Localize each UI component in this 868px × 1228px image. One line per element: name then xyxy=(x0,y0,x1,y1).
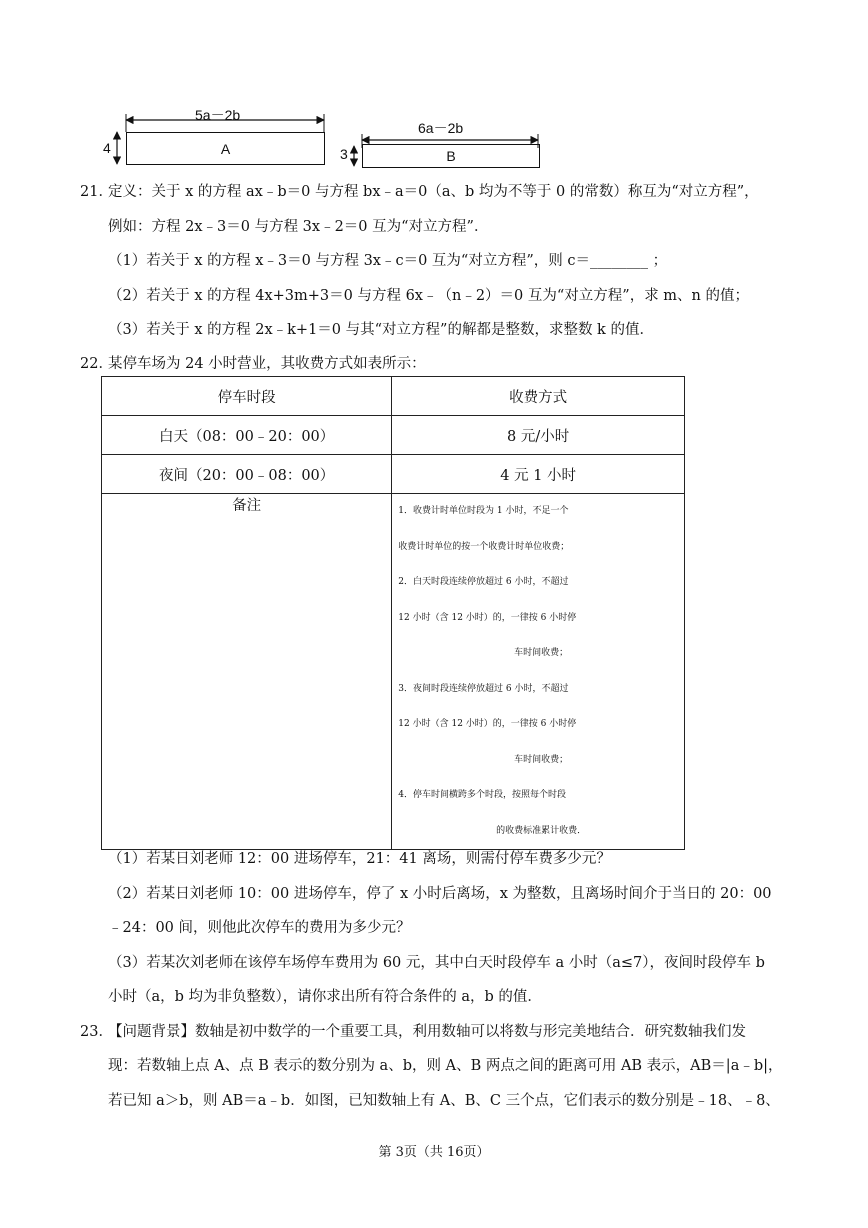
note-line: 12 小时（含 12 小时）的，一律按 6 小时停 xyxy=(398,612,577,623)
note-line: 4．停车时间横跨多个时段，按照每个时段 xyxy=(398,790,567,800)
rect-a-label: A xyxy=(220,140,231,157)
note-line: 12 小时（含 12 小时）的，一律按 6 小时停 xyxy=(398,719,577,729)
q21-number: 21． xyxy=(80,184,113,200)
q23-number: 23． xyxy=(80,1024,113,1040)
note-line: 车时间收费； xyxy=(514,648,569,658)
rect-b xyxy=(362,144,540,168)
table-cell-night-period: 夜间（20：00﹣08：00） xyxy=(102,455,392,494)
note-line: 的收费标准累计收费． xyxy=(496,825,587,836)
table-header-period: 停车时段 xyxy=(102,377,392,416)
rect-b-height-label: 3 xyxy=(340,146,348,162)
table-cell-day-period: 白天（08：00﹣20：00） xyxy=(102,416,392,455)
table-note-label: 备注 xyxy=(102,494,392,850)
table-header-row xyxy=(102,377,685,416)
q21-example: 例如：方程 2x﹣3＝0 与方程 3x﹣2＝0 互为“对立方程”． xyxy=(108,219,489,235)
table-note-row xyxy=(102,494,685,850)
note-line: 车时间收费； xyxy=(514,754,569,765)
q21-intro: 定义：关于 x 的方程 ax﹣b＝0 与方程 bx﹣a＝0（a、b 均为不等于 0 的常数）称互为“对立方程”， xyxy=(108,184,759,200)
note-line: 收费计时单位的按一个收费计时单位收费； xyxy=(398,541,570,552)
rect-a-width-label: 5a－2b xyxy=(195,107,241,123)
table-row xyxy=(102,416,685,455)
q22-part2-line1: （2）若某日刘老师 10：00 进场停车，停了 x 小时后离场，x 为整数，且离场时间介于当日的 20：00 xyxy=(108,886,772,902)
note-line: 1．收费计时单位时段为 1 小时，不足一个 xyxy=(398,506,569,516)
rect-b-width-label: 6a－2b xyxy=(418,120,464,136)
note-line: 3．夜间时段连续停放超过 6 小时，不超过 xyxy=(398,683,569,694)
table-cell-day-fee: 8 元/小时 xyxy=(392,416,685,455)
q22-part3-line1: （3）若某次刘老师在该停车场停车费用为 60 元，其中白天时段停车 a 小时（a≤7），夜间时段停车 b xyxy=(108,955,765,971)
q22-number: 22． xyxy=(80,356,113,372)
q21-part1: （1）若关于 x 的方程 x﹣3＝0 与方程 3x﹣c＝0 互为“对立方程”，则 c＝________ ； xyxy=(108,253,668,269)
q21-part2: （2）若关于 x 的方程 4x+3m+3＝0 与方程 6x﹣（n﹣2）＝0 互为“对立方程”，求 m、n 的值； xyxy=(108,288,750,304)
rect-a-height-label: 4 xyxy=(103,140,111,156)
q22-part3-line2: 小时（a，b 均为非负整数），请你求出所有符合条件的 a，b 的值． xyxy=(108,989,542,1005)
q22-part2-line2: ﹣24：00 间，则他此次停车的费用为多少元？ xyxy=(108,920,411,936)
page-footer: 第 3页（共 16页） xyxy=(378,1145,490,1160)
table-row xyxy=(102,455,685,494)
q23-line1: 【问题背景】数轴是初中数学的一个重要工具，利用数轴可以将数与形完美地结合．研究数轴我们发 xyxy=(108,1024,746,1040)
q22-part1: （1）若某日刘老师 12：00 进场停车，21：41 离场，则需付停车费多少元？ xyxy=(108,851,611,867)
q23-line3: 若已知 a＞b，则 AB＝a﹣b．如图，已知数轴上有 A、B、C 三个点，它们表示的数分别是﹣18、﹣8、 xyxy=(108,1093,780,1109)
q21-part3: （3）若关于 x 的方程 2x﹣k+1＝0 与其“对立方程”的解都是整数，求整数 k 的值． xyxy=(108,322,654,338)
table-header-fee: 收费方式 xyxy=(392,377,685,416)
rect-a xyxy=(126,132,325,165)
table-note-content xyxy=(392,494,685,850)
q23-line2: 现：若数轴上点 A、点 B 表示的数分别为 a、b，则 A、B 两点之间的距离可用 AB 表示，AB＝|a﹣b|， xyxy=(108,1058,783,1074)
q22-intro: 某停车场为 24 小时营业，其收费方式如表所示： xyxy=(108,356,426,372)
rect-b-label: B xyxy=(446,148,456,164)
fee-table xyxy=(101,376,685,850)
note-line: 2．白天时段连续停放超过 6 小时，不超过 xyxy=(398,577,569,587)
table-cell-night-fee: 4 元 1 小时 xyxy=(392,455,685,494)
